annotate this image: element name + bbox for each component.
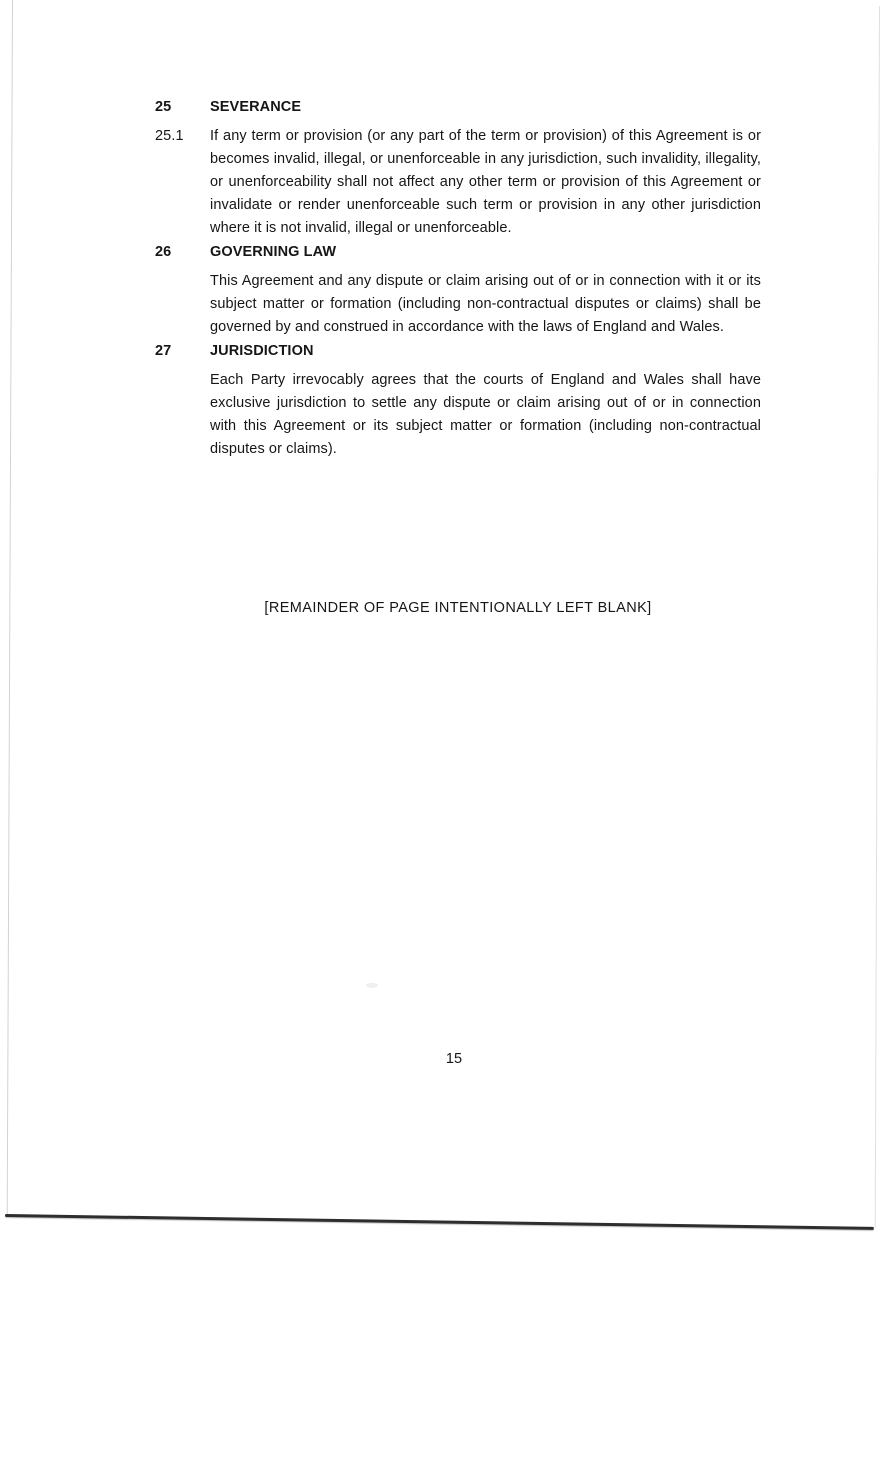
section-heading-row: [155, 340, 761, 363]
clause-text: If any term or provision (or any part of the term or provision) of this Agreement is or becomes invalid, illegal, or unenforceable in any jurisdiction, such invalidity, illegality, or unenforceability shall not affect any other term or provision of this Agreement or invalidate or render unenforceable such term or provision in any other jurisdiction where it is not invalid, illegal or unenforceable.: [210, 128, 761, 236]
clause-number: 25.1: [155, 128, 184, 144]
document-body: [155, 96, 761, 462]
section-heading: GOVERNING LAW: [210, 244, 337, 260]
page-number: 15: [445, 1051, 463, 1067]
section-number: 27: [155, 343, 172, 359]
section-heading: SEVERANCE: [210, 99, 302, 115]
clause-number: [155, 369, 210, 461]
clause-row: [155, 270, 761, 339]
section-heading: JURISDICTION: [210, 343, 314, 359]
scan-noise-artifact: [366, 983, 378, 988]
clause-text: Each Party irrevocably agrees that the courts of England and Wales shall have exclusive jurisdiction to settle any dispute or claim arising out of or in connection with this Agreement or its subject matter or formation (including non-contractual disputes or claims).: [210, 372, 761, 457]
scan-bottom-paper-edge: [5, 1214, 874, 1229]
section-number: 25: [155, 99, 172, 115]
scan-left-paper-edge: [7, 0, 13, 1216]
section-heading-row: [155, 241, 761, 264]
section-number: 26: [155, 244, 172, 260]
clause-row: [155, 125, 761, 240]
section-jurisdiction: [155, 340, 761, 461]
clause-text: This Agreement and any dispute or claim arising out of or in connection with it or its subject matter or formation (including non-contractual disputes or claims) shall be governed by and construed in accordance with the laws of England and Wales.: [210, 273, 761, 335]
section-severance: [155, 96, 761, 240]
section-heading-row: [155, 96, 761, 119]
clause-number: [155, 270, 210, 339]
section-governing-law: [155, 241, 761, 339]
scan-right-paper-edge: [875, 6, 880, 1228]
remainder-of-page-notice: [REMAINDER OF PAGE INTENTIONALLY LEFT BLANK]: [264, 600, 652, 616]
clause-row: [155, 369, 761, 461]
